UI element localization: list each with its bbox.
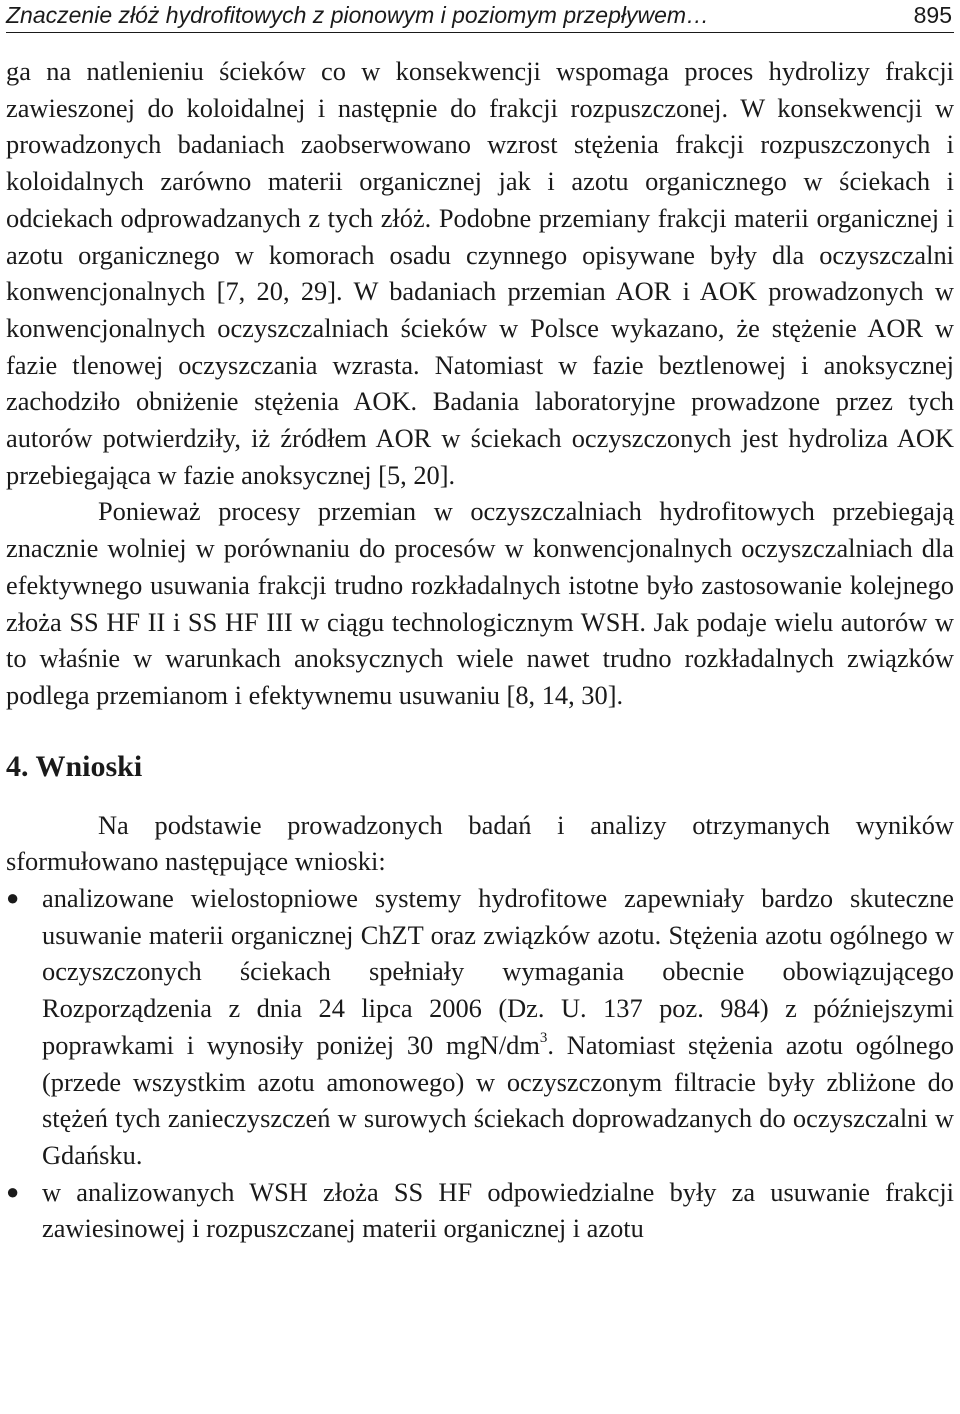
list-item xyxy=(6,880,954,1174)
paragraph: Ponieważ procesy przemian w oczyszczalniach hydrofitowych przebiegają znacznie wolniej w porównaniu do procesów w konwencjonalnych oczyszczalniach dla efektywnego usuwania frakcji trudno rozkładalnych istotne było zastosowanie kolejnego złoża SS HF II i SS HF III w ciągu technologicznym WSH. Jak podaje wielu autorów w to właśnie w warunkach anoksycznych wiele nawet trudno rozkładalnych związków podlega przemianom i efektywnemu usuwaniu [8, 14, 30]. xyxy=(6,496,954,710)
running-title: Znaczenie złóż hydrofitowych z pionowym i poziomym przepływem… xyxy=(6,2,710,28)
superscript: 3 xyxy=(539,1030,548,1047)
bullet-icon: ● xyxy=(6,1178,20,1204)
section-heading: 4. Wnioski xyxy=(6,749,143,783)
page-number: 895 xyxy=(913,2,952,28)
conclusions-list xyxy=(6,880,954,1247)
bullet-icon: ● xyxy=(6,885,20,911)
list-item-text: w analizowanych WSH złoża SS HF odpowiedzialne były za usuwanie frakcji zawiesinowej i rozpuszczanej materii organicznej i azotu xyxy=(42,1176,954,1244)
body-text xyxy=(6,53,954,1247)
running-header xyxy=(6,0,954,33)
list-item xyxy=(6,1174,954,1247)
paragraph-continued: ga na natlenieniu ścieków co w konsekwencji wspomaga proces hydrolizy frakcji zawieszonej do koloidalnej i następnie do frakcji rozpuszczonej. W konsekwencji w prowadzonych badaniach zaobserwowano wzrost stężenia frakcji rozpuszczonych i koloidalnych zarówno materii organicznej jak i azotu organicznego w ściekach i odciekach odprowadzanych z tych złóż. Podobne przemiany frakcji materii organicznej i azotu organicznego w komorach osadu czynnego opisywane były dla oczyszczalni konwencjonalnych [7, 20, 29]. W badaniach przemian AOR i AOK prowadzonych w konwencjonalnych oczyszczalniach ścieków w Polsce wykazano, że stężenie AOR w fazie tlenowej oczyszczania wzrasta. Natomiast w fazie beztlenowej i anoksycznej zachodziło obniżenie stężenia AOK. Badania laboratoryjne prowadzone przez tych autorów potwierdziły, iż źródłem AOR w ściekach oczyszczonych jest hydroliza AOK przebiegająca w fazie anoksycznej [5, 20]. xyxy=(6,56,954,490)
conclusions-intro: Na podstawie prowadzonych badań i analizy otrzymanych wyników sformułowano następujące wnioski: xyxy=(6,809,954,877)
list-item-text-continued: . Natomiast stężenia azotu ogólnego (przede wszystkim azotu amonowego) w oczyszczonym filtracie były zbliżone do stężeń tych zanieczyszczeń w surowych ściekach doprowadzanych do oczyszczalni w Gdańsku. xyxy=(42,1029,954,1170)
list-item-text: analizowane wielostopniowe systemy hydrofitowe zapewniały bardzo skuteczne usuwanie materii organicznej ChZT oraz związków azotu. Stężenia azotu ogólnego w oczyszczonych ściekach spełniały wymagania obecnie obowiązującego Rozporządzenia z dnia 24 lipca 2006 (Dz. U. 137 poz. 984) z późniejszymi poprawkami i wynosiły poniżej 30 mgN/dm xyxy=(42,883,954,1060)
